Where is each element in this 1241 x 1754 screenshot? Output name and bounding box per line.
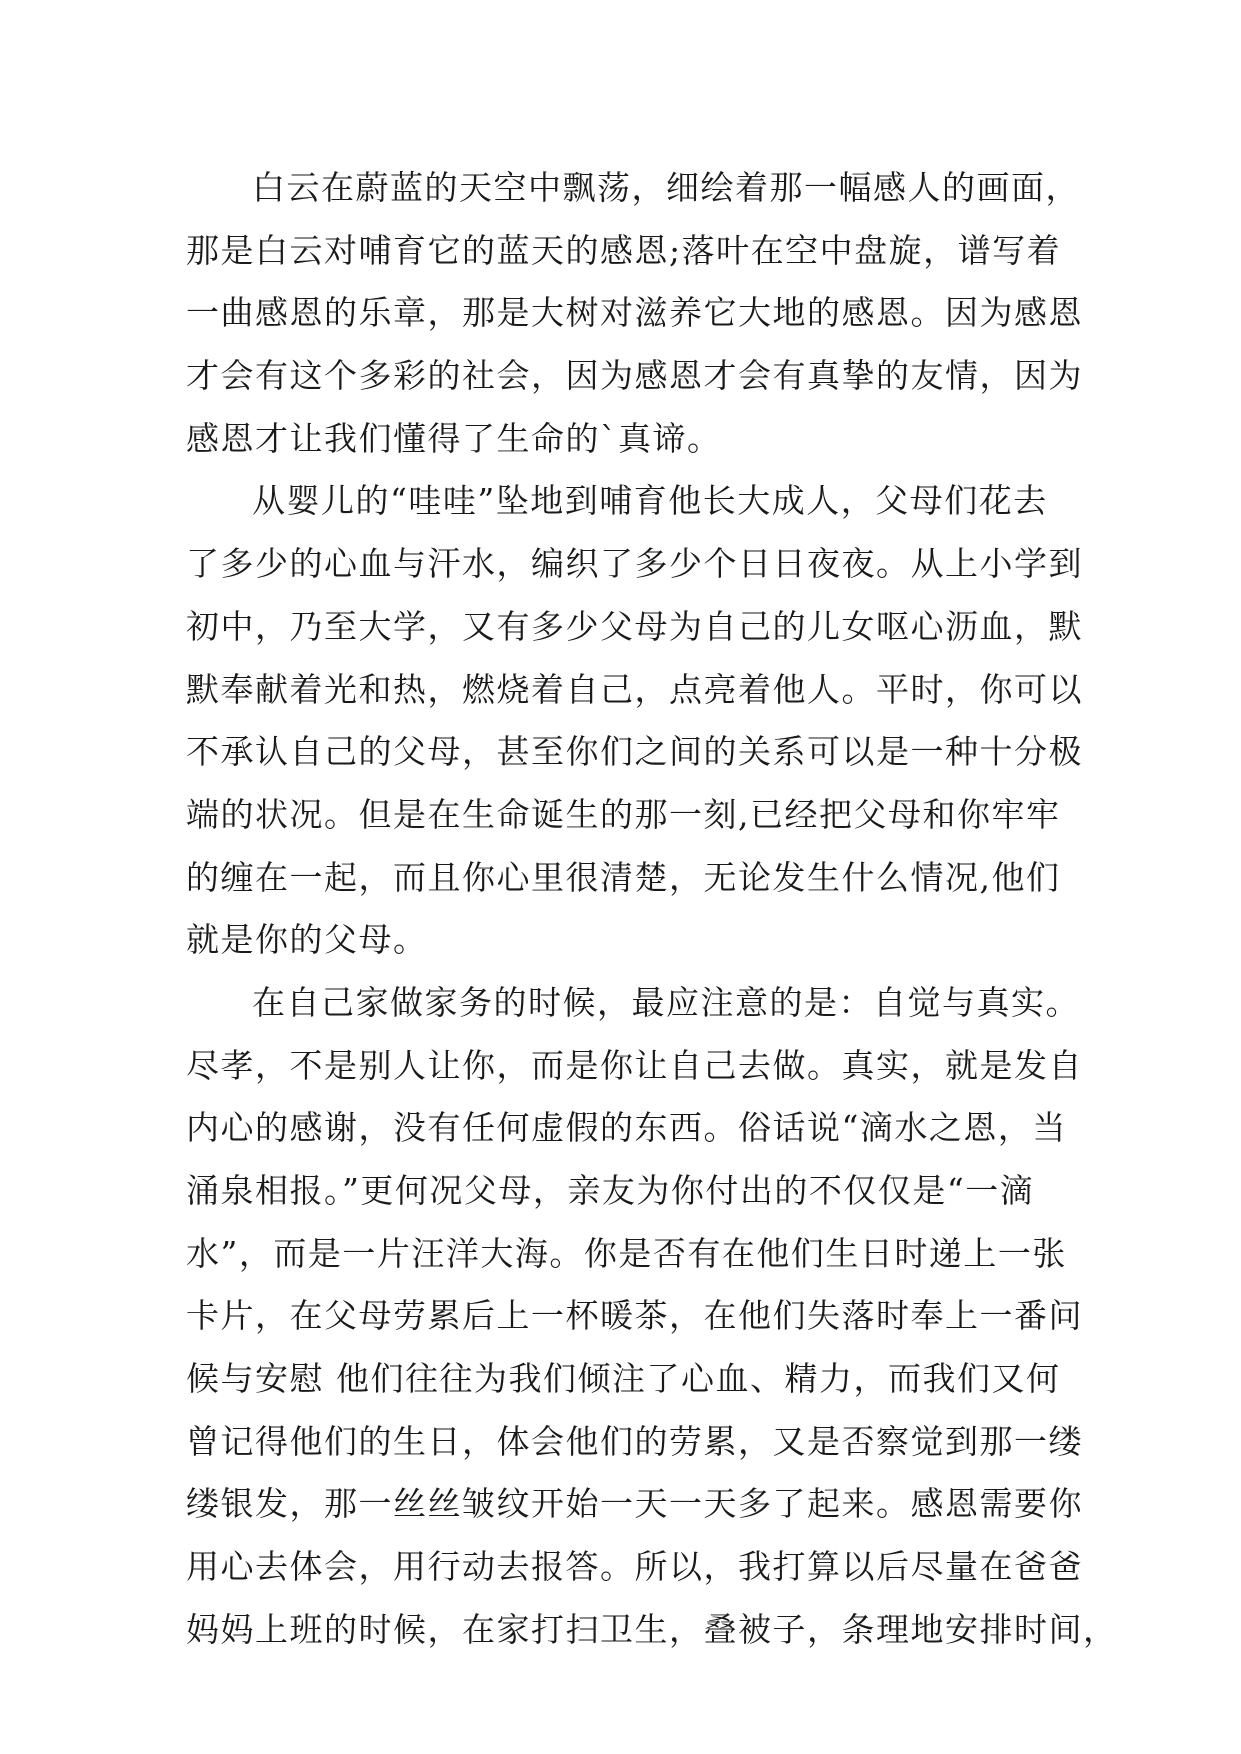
paragraph-3 bbox=[186, 972, 1118, 1662]
text-line: 的缠在一起，而且你心里很清楚，无论发生什么情况,他们 bbox=[186, 857, 1061, 897]
text-line: 尽孝，不是别人让你，而是你让自己去做。真实，就是发自 bbox=[186, 1045, 1083, 1085]
text-line: 水”，而是一片汪洋大海。你是否有在他们生日时递上一张 bbox=[186, 1233, 1067, 1273]
text-line: 内心的感谢，没有任何虚假的东西。俗话说“滴水之恩，当 bbox=[186, 1108, 1067, 1148]
text-line: 妈妈上班的时候，在家打扫卫生，叠被子，条理地安排时间， bbox=[186, 1609, 1118, 1649]
text-line: 那是白云对哺育它的蓝天的感恩;落叶在空中盘旋，谱写着 bbox=[186, 230, 1062, 270]
text-line: 从婴儿的“哇哇”坠地到哺育他长大成人，父母们花去 bbox=[252, 481, 1048, 521]
text-line: 端的状况。但是在生命诞生的那一刻,已经把父母和你牢牢 bbox=[186, 794, 1061, 834]
text-line: 涌泉相报。”更何况父母，亲友为你付出的不仅仅是“一滴 bbox=[186, 1171, 1035, 1210]
text-line: 初中，乃至大学，又有多少父母为自己的儿女呕心沥血，默 bbox=[186, 606, 1083, 646]
text-line: 了多少的心血与汗水，编织了多少个日日夜夜。从上小学到 bbox=[186, 544, 1083, 584]
paragraph-1 bbox=[186, 157, 1083, 470]
paragraph-2 bbox=[186, 470, 1083, 972]
text-line: 一曲感恩的乐章，那是大树对滋养它大地的感恩。因为感恩 bbox=[186, 293, 1083, 333]
text-line: 缕银发，那一丝丝皱纹开始一天一天多了起来。感恩需要你 bbox=[186, 1484, 1083, 1524]
text-line: 才会有这个多彩的社会，因为感恩才会有真挚的友情，因为 bbox=[186, 356, 1083, 396]
text-line: 卡片，在父母劳累后上一杯暖茶，在他们失落时奉上一番问 bbox=[186, 1296, 1083, 1336]
text-line: 候与安慰 他们往往为我们倾注了心血、精力，而我们又何 bbox=[186, 1359, 1061, 1399]
text-line: 不承认自己的父母，甚至你们之间的关系可以是一种十分极 bbox=[186, 732, 1083, 772]
text-line: 就是你的父母。 bbox=[186, 920, 428, 960]
text-line: 白云在蔚蓝的天空中飘荡，细绘着那一幅感人的画面， bbox=[252, 168, 1080, 207]
text-line: 曾记得他们的生日，体会他们的劳累，又是否察觉到那一缕 bbox=[186, 1421, 1083, 1461]
text-line: 用心去体会，用行动去报答。所以，我打算以后尽量在爸爸 bbox=[186, 1547, 1083, 1587]
text-line: 感恩才让我们懂得了生命的`真谛。 bbox=[186, 418, 722, 458]
text-line: 默奉献着光和热，燃烧着自己，点亮着他人。平时，你可以 bbox=[186, 669, 1083, 709]
text-line: 在自己家做家务的时候，最应注意的是：自觉与真实。 bbox=[252, 982, 1080, 1022]
essay-body bbox=[186, 157, 1118, 1662]
